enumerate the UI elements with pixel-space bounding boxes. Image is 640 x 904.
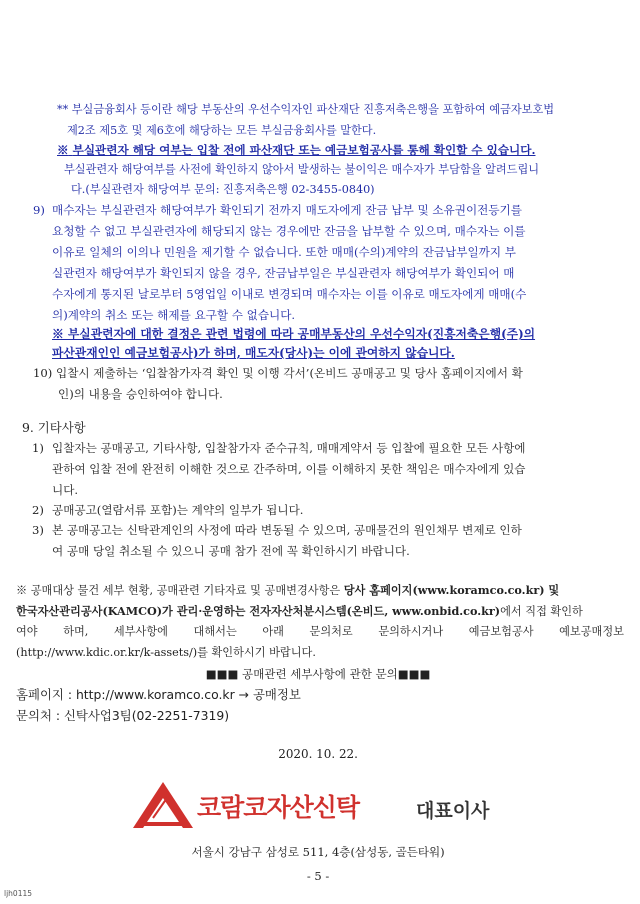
reference-mark: ※ xyxy=(57,143,69,157)
info-line-3 xyxy=(16,622,624,642)
homepage-link[interactable]: http://www.koramco.co.kr xyxy=(75,687,235,702)
arrow: → xyxy=(234,687,253,702)
info-word: 문의하시거나 xyxy=(378,625,444,638)
section-9-item-2-line-1: 공매공고(열람서류 포함)는 계약의 일부가 됩니다. xyxy=(52,503,304,517)
item-10-line-2: 인)의 내용을 승인하여야 합니다. xyxy=(58,387,223,401)
company-logo xyxy=(133,778,395,832)
note-1-line-1: ** 부실금융회사 등이란 해당 부동산의 우선수익자인 파산재단 진흥저축은행을 포함하여 예금자보호법 xyxy=(57,103,555,116)
info-word: 하며, xyxy=(63,625,89,638)
item-9-warning-line-1: ※ 부실관련자에 대한 결정은 관련 법령에 따라 공매부동산의 우선수익자(진흥저축은행(주)의 xyxy=(52,327,536,341)
section-9-title: 9. 기타사항 xyxy=(22,420,86,435)
item-9-line-5: 수자에게 통지된 날로부터 5영업일 이내로 변경되며 매수자는 이를 이유로 매도자에게 매매(수 xyxy=(52,287,527,301)
item-10-number: 10) xyxy=(33,366,53,380)
info-line-1 xyxy=(16,580,559,601)
homepage-line xyxy=(16,685,301,705)
item-10-line-1: 입찰시 제출하는 ‘입찰참가자격 확인 및 이행 각서’(온비드 공매공고 및 당사 홈페이지에서 확 xyxy=(56,366,523,380)
company-address: 서울시 강남구 삼성로 511, 4층(삼성동, 골든타워) xyxy=(191,845,445,859)
info-line-2-text: 에서 직접 확인하 xyxy=(500,605,583,618)
item-9-line-6: 의)계약의 취소 또는 해제를 요구할 수 없습니다. xyxy=(52,308,296,322)
section-9-item-3-line-2: 여 공매 당일 취소될 수 있으니 공매 참가 전에 꼭 확인하시기 바랍니다. xyxy=(52,544,410,558)
item-9-line-4: 실관련자 해당여부가 확인되지 않을 경우, 잔금납부일은 부실관련자 해당여부가 확인되어 매 xyxy=(52,266,515,280)
note-3-line-1: 부실관련자 해당여부를 사전에 확인하지 않아서 발생하는 불이익은 매수자가 부담함을 알려드립니 xyxy=(64,163,540,176)
section-9-item-1-line-3: 니다. xyxy=(52,483,79,497)
item-9-warning-line-2: 파산관재인인 예금보험공사)가 하며, 매도자(당사)는 이에 관여하지 않습니다. xyxy=(52,346,455,360)
info-line-1-bold: 당사 홈페이지(www.koramco.co.kr) 및 xyxy=(343,583,560,597)
inquiry-line: 문의처 : 신탁사업3팀(02-2251-7319) xyxy=(16,708,230,723)
info-line-2 xyxy=(16,601,583,622)
info-word: 대해서는 xyxy=(193,625,237,638)
note-3-line-2: 다.(부실관련자 해당여부 문의: 진흥저축은행 02-3455-0840) xyxy=(71,183,375,196)
section-9-item-3-line-1: 본 공매공고는 신탁관계인의 사정에 따라 변동될 수 있으며, 공매물건의 원인채무 변제로 인하 xyxy=(52,523,522,537)
info-word: 예금보험공사 xyxy=(468,625,534,638)
section-9-item-1-line-2: 관하여 입찰 전에 완전히 이해한 것으로 간주하며, 이를 이해하지 못한 책임은 매수자에게 있습 xyxy=(52,462,526,476)
item-9-number: 9) xyxy=(33,203,45,217)
item-9-line-2: 요청할 수 없고 부실관련자에 해당되지 않는 경우에만 잔금을 납부할 수 있으며, 매수자는 이를 xyxy=(52,224,526,238)
section-9-item-3-number: 3) xyxy=(32,523,44,537)
info-word: 문의처로 xyxy=(309,625,353,638)
note-2-warning xyxy=(57,140,535,160)
representative-title: 대표이사 xyxy=(416,800,490,822)
info-line-1-text: ※ 공매대상 물건 세부 현황, 공매관련 기타자료 및 공매변경사항은 xyxy=(16,584,344,597)
item-9-line-3: 이유로 일체의 이의나 민원을 제기할 수 없습니다. 또한 매매(수의)계약의 잔금납부일까지 부 xyxy=(52,245,516,259)
info-word: 아래 xyxy=(262,625,284,638)
section-9-item-1-line-1: 입찰자는 공매공고, 기타사항, 입찰참가자 준수규칙, 매매계약서 등 입찰에 필요한 모든 사항에 xyxy=(52,441,526,455)
contact-heading: ■■■ 공매관련 세부사항에 관한 문의■■■ xyxy=(205,667,431,681)
note-2-text: 부실관련자 해당 여부는 입찰 전에 파산재단 또는 예금보험공사를 통해 확인할 수 있습니다. xyxy=(72,143,536,157)
info-word: 예보공매정보 xyxy=(559,625,624,638)
info-word: 여야 xyxy=(16,625,38,638)
info-line-2-bold: 한국자산관리공사(KAMCO)가 관리·운영하는 전자자산처분시스템(온비드, www.onbid.co.kr) xyxy=(16,604,501,618)
homepage-label: 홈페이지 : xyxy=(16,687,76,702)
info-word: 세부사항에 xyxy=(113,625,168,638)
issue-date: 2020. 10. 22. xyxy=(278,747,358,761)
page-number: - 5 - xyxy=(306,869,330,883)
note-1-line-2: 제2조 제5호 및 제6호에 해당하는 모든 부실금융회사를 말한다. xyxy=(67,124,377,137)
info-line-4: (http://www.kdic.or.kr/k-assets/)를 확인하시기 바랍니다. xyxy=(16,646,316,659)
footer-code: ljh0115 xyxy=(4,889,33,898)
section-9-item-2-number: 2) xyxy=(32,503,44,517)
section-9-item-1-number: 1) xyxy=(32,441,44,455)
logo-text: 코람코자산신탁 xyxy=(197,793,360,822)
item-9-line-1: 매수자는 부실관련자 해당여부가 확인되기 전까지 매도자에게 잔금 납부 및 소유권이전등기를 xyxy=(52,203,522,217)
homepage-target: 공매정보 xyxy=(252,687,301,702)
